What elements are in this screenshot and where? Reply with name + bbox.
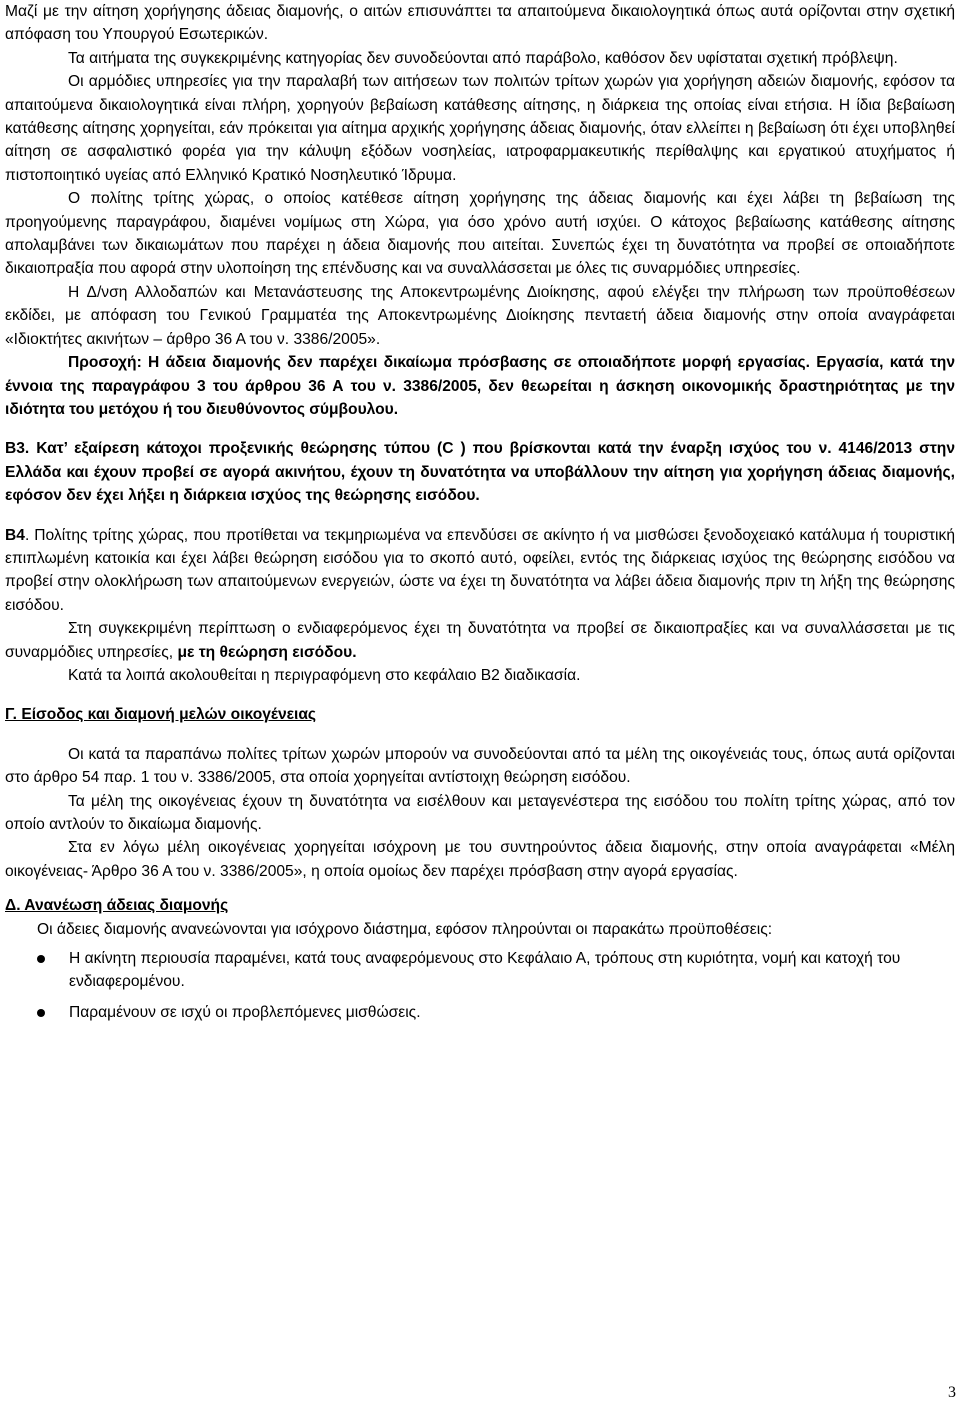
spacer xyxy=(5,508,955,524)
bullet-icon xyxy=(37,955,45,963)
section-b3-text: Β3. Κατ’ εξαίρεση κάτοχοι προξενικής θεώρησης τύπου (C ) που βρίσκονται κατά την έναρξη ισχύος του ν. 4146/2013 στην Ελλάδα και έχουν προβεί σε αγορά ακινήτου, έχουν τη δυνατότητα να υποβάλλουν την αίτηση για χορήγηση άδειας διαμονής, εφόσον δεν έχει λήξει η διάρκεια ισχύος της θεώρησης εισόδου. xyxy=(5,440,955,505)
section-b4-label: Β4 xyxy=(5,526,25,544)
list-item xyxy=(5,1001,955,1024)
section-d-heading xyxy=(5,894,955,917)
paragraph: Τα μέλη της οικογένειας έχουν τη δυνατότητα να εισέλθουν και μεταγενέστερα της εισόδου του πολίτη τρίτης χώρας, από τον οποίο αντλούν το δικαίωμα διαμονής. xyxy=(5,792,955,833)
list-item-text: Η ακίνητη περιουσία παραμένει, κατά τους αναφερόμενους στο Κεφάλαιο Α, τρόπους στη κυριότητα, νομή και κατοχή του ενδιαφερομένου. xyxy=(69,950,901,991)
paragraph: Ο πολίτης τρίτης χώρας, ο οποίος κατέθεσε αίτηση χορήγησης της άδειας διαμονής και έχει λάβει τη βεβαίωση της προηγούμενης παραγράφου, διαμένει νομίμως στη Χώρα, για όσο χρόνο αυτή ισχύει. Ο κάτοχος βεβαίωσης κατάθεσης αίτησης απολαμβάνει των δικαιωμάτων που παρέχει η άδεια διαμονής που αιτείται. Συνεπώς έχει τη δυνατότητα να προβεί σε οποιαδήποτε δικαιοπραξία που αφορά στην υλοποίηση της επένδυσης και να συναλλάσσεται με όλες τις συναρμόδιες υπηρεσίες. xyxy=(5,190,955,278)
page-number: 3 xyxy=(948,1384,956,1401)
spacer xyxy=(5,883,955,894)
warning-paragraph xyxy=(5,351,955,421)
paragraph: Οι κατά τα παραπάνω πολίτες τρίτων χωρών μπορούν να συνοδεύονται από τα μέλη της οικογένειάς τους, όπως αυτά ορίζονται στο άρθρο 54 παρ. 1 του ν. 3386/2005, στα οποία χορηγείται αντίστοιχη θεώρηση εισόδου. xyxy=(5,745,955,787)
spacer xyxy=(5,421,955,437)
paragraph: Η Δ/νση Αλλοδαπών και Μετανάστευσης της Αποκεντρωμένης Διοίκησης, αφού ελέγξει την πλήρωση των προϋποθέσεων εκδίδει, με απόφαση του Γενικού Γραμματέα της Αποκεντρωμένης Διοίκησης πενταετή άδεια διαμονής στην οποία αναγράφεται «Ιδιοκτήτες ακινήτων – άρθρο 36 Α του ν. 3386/2005». xyxy=(5,283,955,348)
section-b3 xyxy=(5,437,955,507)
warning-text: Προσοχή: Η άδεια διαμονής δεν παρέχει δικαίωμα πρόσβασης σε οποιαδήποτε μορφή εργασίας. Εργασία, κατά την έννοια της παραγράφου 3 του άρθρου 36 Α του ν. 3386/2005, δεν θεωρείται η άσκηση οικονομικής δραστηριότητας με την ιδιότητα του μετόχου ή του διευθύνοντος σύμβουλου. xyxy=(5,354,955,418)
section-g-heading xyxy=(5,703,955,726)
section-b4-text: . Πολίτης τρίτης χώρας, που προτίθεται να τεκμηριωμένα να επενδύσει σε ακίνητο ή να μισθώσει ξενοδοχειακό κατάλυμα ή τουριστική επιπλωμένη κατοικία και έχει λάβει θεώρηση εισόδου για το σκοπό αυτό, οφείλει, εντός της διάρκειας ισχύος της θεώρησης εισόδου να προβεί στην ολοκλήρωση των απαιτούμενων ενεργειών, ώστε να έχει τη δυνατότητα να λάβει άδεια διαμονής πριν τη λήξη της θεώρησης εισόδου. xyxy=(5,526,955,614)
document-body xyxy=(5,0,955,1031)
section-g-heading-text: Γ. Είσοδος και διαμονή μελών οικογένειας xyxy=(5,706,317,724)
paragraph: Οι αρμόδιες υπηρεσίες για την παραλαβή των αιτήσεων των πολιτών τρίτων χωρών για χορήγηση αδειών διαμονής, εφόσον τα απαιτούμενα δικαιολογητικά είναι πλήρη, χορηγούν βεβαίωση κατάθεσης αίτησης, η διάρκεια της οποίας είναι ετήσια. Η ίδια βεβαίωση κατάθεσης αίτησης χορηγείται, εάν πρόκειται για αίτημα αρχικής χορήγησης άδειας διαμονής, όταν ελλείπει η βεβαίωση ότι έχει υποβληθεί αίτηση σε ασφαλιστικό φορέα για την κάλυψη εξόδων νοσηλείας, ιατροφαρμακευτικής περίθαλψης και εργατικού ατυχήματος ή πιστοποιητικό υγείας από Ελληνικό Κρατικό Νοσηλευτικό Ίδρυμα. xyxy=(5,73,955,184)
paragraph xyxy=(5,617,955,664)
bullet-icon xyxy=(37,1009,45,1017)
paragraph: Τα αιτήματα της συγκεκριμένης κατηγορίας δεν συνοδεύονται από παράβολο, καθόσον δεν υφίσταται σχετική πρόβλεψη. xyxy=(68,49,898,67)
spacer xyxy=(5,727,955,743)
paragraph-bold-text: με τη θεώρηση εισόδου. xyxy=(177,643,357,661)
paragraph: Κατά τα λοιπά ακολουθείται η περιγραφόμενη στο κεφάλαιο Β2 διαδικασία. xyxy=(68,666,581,684)
list-item-text: Παραμένουν σε ισχύ οι προβλεπόμενες μισθώσεις. xyxy=(69,1003,421,1021)
paragraph: Μαζί με την αίτηση χορήγησης άδειας διαμονής, ο αιτών επισυνάπτει τα απαιτούμενα δικαιολογητικά όπως αυτά ορίζονται στην σχετική απόφαση του Υπουργού Εσωτερικών. xyxy=(5,3,955,44)
bullet-list xyxy=(5,947,955,1024)
spacer xyxy=(5,687,955,703)
section-d-heading-text: Δ. Ανανέωση άδειας διαμονής xyxy=(5,897,229,915)
paragraph: Στα εν λόγω μέλη οικογένειας χορηγείται ισόχρονη με του συντηρούντος άδεια διαμονής, στην οποία αναγράφεται «Μέλη οικογένειας- Άρθρο 36 Α του ν. 3386/2005», η οποία ομοίως δεν παρέχει πρόσβαση στην αγορά εργασίας. xyxy=(5,839,955,880)
section-b4 xyxy=(5,524,955,618)
list-item xyxy=(5,947,955,994)
paragraph-text: Στη συγκεκριμένη περίπτωση ο ενδιαφερόμενος έχει τη δυνατότητα να προβεί σε δικαιοπραξίες και να συναλλάσσεται με τις συναρμόδιες υπηρεσίες, xyxy=(5,620,955,661)
paragraph: Οι άδειες διαμονής ανανεώνονται για ισόχρονο διάστημα, εφόσον πληρούνται οι παρακάτω προϋποθέσεις: xyxy=(37,920,773,938)
